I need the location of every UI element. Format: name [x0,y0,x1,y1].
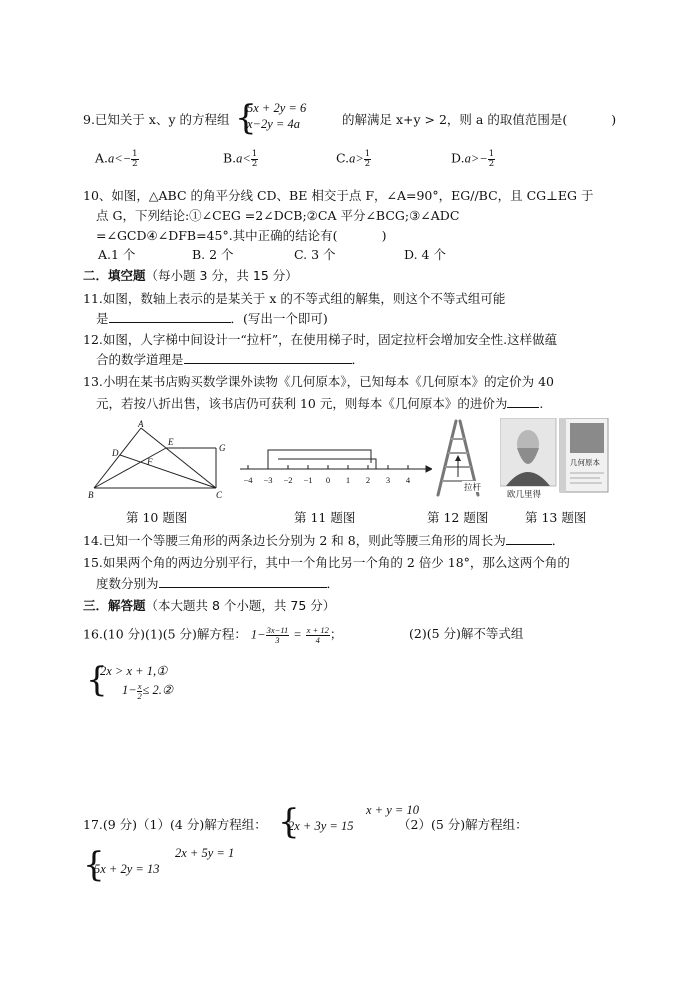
q11-hint: ．(写出一个即可) [230,311,328,326]
frac-num: x + 12 [306,625,329,635]
section-2-heading [83,268,298,284]
option-frac [364,150,371,168]
q15-text: 度数分别为 [96,576,159,591]
frac-num: x [137,681,142,691]
q17-sys1-eq1: x + y = 10 [366,803,419,817]
q10-option-c: C. 3 个 [294,247,336,262]
figure-10-triangle [88,420,238,502]
frac-den: 3 [275,634,280,645]
caption-fig12: 第 12 题图 [427,510,489,525]
tick-label: −3 [263,475,273,485]
q10-option-d: D. 4 个 [404,247,446,262]
q16-frac1 [266,626,290,644]
book-title: 几何原本 [570,458,600,467]
q13-end: . [539,396,544,411]
q17-sys2-eq1: 2x + 5y = 1 [175,846,235,860]
q9-suffix [342,112,616,128]
q11-line2 [96,311,328,327]
q17-brace-2: { [83,845,105,885]
book-spine [560,418,566,492]
q14 [83,533,564,549]
option-expr: a< [236,151,251,166]
line-ab [94,428,141,488]
q9-option-a [95,150,139,168]
option-label: D. [451,150,465,166]
portrait-label: 欧几里得 [507,489,542,499]
q11-line1: 11.如图，数轴上表示的是某关于 x 的不等式组的解集，则这个不等式组可能 [83,291,506,306]
ladder-left-rail [438,421,456,495]
option-frac [488,150,495,168]
frac-den: 2 [251,158,258,169]
q16-ineq1: 2x > x + 1,① [100,664,168,678]
section-title: 二．填空题 [83,268,146,283]
q16-ineq2 [122,682,173,700]
q16-brace: { [86,660,108,700]
q17-brace-1: { [278,802,300,842]
q9-prefix: 9.已知关于 x、y 的方程组 [83,112,230,127]
q9-option-c [336,150,371,168]
option-frac [131,150,138,168]
q17-sys2-eq2: 5x + 2y = 13 [94,862,160,876]
q16-eq-end: ； [329,626,343,642]
section-note: （每小题 3 分，共 15 分） [145,268,298,283]
q16-part1 [83,626,342,644]
q13-line1: 13.小明在某书店购买数学课外读物《几何原本》，已知每本《几何原本》的定价为 40 [83,374,555,389]
point-e: E [168,437,174,447]
tick-label: −2 [283,475,293,485]
q14-answer-blank[interactable] [506,544,552,545]
q10-option-a: A.1 个 [98,247,136,262]
q12-line1: 12.如图，人字梯中间设计一“拉杆”，在使用梯子时，固定拉杆会增加安全性.这样做蕴 [83,332,558,347]
q15-end: ． [326,576,340,591]
tick-group [248,465,408,469]
q16-lead: 16.(10 分)(1)(5 分)解方程： [83,626,247,642]
option-label: A. [95,150,109,166]
q9-eq1: 5x + 2y = 6 [247,101,307,115]
q15-line2 [96,576,339,592]
option-label: B. [223,150,237,166]
q10-line3 [96,228,386,244]
pull-rod-label: 拉杆 [464,482,482,492]
arrow-up-icon [455,455,461,461]
section-note: （本大题共 8 个小题，共 75 分） [145,598,336,613]
q16-part2: (2)(5 分)解不等式组 [409,626,524,641]
line-be [94,448,166,488]
section-3-heading [83,598,335,614]
q15-answer-blank[interactable] [159,587,327,588]
q13-line2 [96,396,543,412]
option-frac [251,150,258,168]
frac-den: 4 [315,634,320,645]
frac-den: 2 [137,690,142,701]
q9-brace: { [235,98,257,138]
q10-line2: 点 G，下列结论:①∠CEG =2∠DCB;②CA 平分∠BCG;③∠ADC [96,208,460,223]
q10-line1: 10、如图，△ABC 的角平分线 CD、BE 相交于点 F，∠A=90°，EG//BC，且 CG⊥EG 于 [83,188,594,203]
tick-label: 3 [385,475,391,485]
figure-12-ladder [432,417,494,499]
option-expr: a<− [108,151,132,166]
q17-part2: （2）(5 分)解方程组： [398,817,528,832]
q10-line3-close: ) [381,228,387,243]
q12-line2 [96,352,364,368]
ineq-rhs: ≤ 2.② [142,682,174,697]
frac-den: 2 [132,158,138,169]
frac-num: 1 [488,149,495,159]
q9-option-d [451,150,495,168]
q10-line3-text: =∠GCD④∠DFB=45°.其中正确的结论有( [96,228,338,243]
book-cover-art [570,423,604,453]
frac-den: 2 [488,158,495,169]
frac-num: 3x−11 [266,625,289,635]
point-b: B [88,490,94,500]
caption-fig11: 第 11 题图 [294,510,356,525]
frac-num: 1 [251,149,258,159]
q13-answer-blank[interactable] [507,407,539,408]
solution-bracket-upper [278,459,376,469]
q9-suffix-text: 的解满足 x+y > 2，则 a 的取值范围是( [342,112,568,127]
tick-label: −1 [303,475,313,485]
point-g: G [219,443,226,453]
q14-end: ． [551,533,565,548]
q17-lead: 17.(9 分)（1）(4 分)解方程组： [83,817,267,832]
q10-option-b: B. 2 个 [192,247,234,262]
q16-eq-mid: = [293,627,302,642]
q15-line1: 15.如果两个角的两边分别平行，其中一个角比另一个角的 2 倍少 18°，那么这两个角的 [83,555,570,570]
point-f: F [147,457,153,467]
option-label: C. [336,150,350,166]
caption-fig13: 第 13 题图 [525,510,587,525]
frac-num: 1 [132,149,138,159]
q9-eq2: x−2y = 4a [247,117,300,131]
tick-label: 4 [405,475,411,485]
point-d: D [112,448,119,458]
tick-label: 2 [365,475,371,485]
option-expr: a> [349,151,364,166]
ineq-lhs: 1− [122,682,137,697]
option-expr: a>− [464,151,488,166]
frac-num: 1 [364,149,371,159]
tick-label: −4 [243,475,253,485]
q9-close: ) [611,112,617,127]
q14-text: 14.已知一个等腰三角形的两条边长分别为 2 和 8，则此等腰三角形的周长为 [83,533,506,548]
q16-eq-lhs: 1− [250,627,266,642]
q11-text: 是 [96,311,109,326]
q13-text: 元，若按八折出售，该书店仍可获利 10 元，则每本《几何原本》的进价为 [96,396,508,411]
point-c: C [216,490,223,500]
q12-text: 合的数学道理是 [96,352,184,367]
q12-end: ． [351,352,365,367]
line-cd [120,455,216,488]
q12-answer-blank[interactable] [184,363,352,364]
tick-label: 0 [325,475,331,485]
q17-sys1-eq2: 2x + 3y = 15 [288,819,354,833]
figure-13-euclid-book [500,418,612,500]
frac-den: 2 [364,158,371,169]
section-title: 三．解答题 [83,598,146,613]
tick-label: 1 [345,475,351,485]
figure-11-number-line [236,445,432,491]
q11-answer-blank[interactable] [109,322,231,323]
caption-fig10: 第 10 题图 [126,510,188,525]
point-a: A [138,420,144,429]
q16-frac2 [306,626,330,644]
q9-option-b [223,150,258,168]
